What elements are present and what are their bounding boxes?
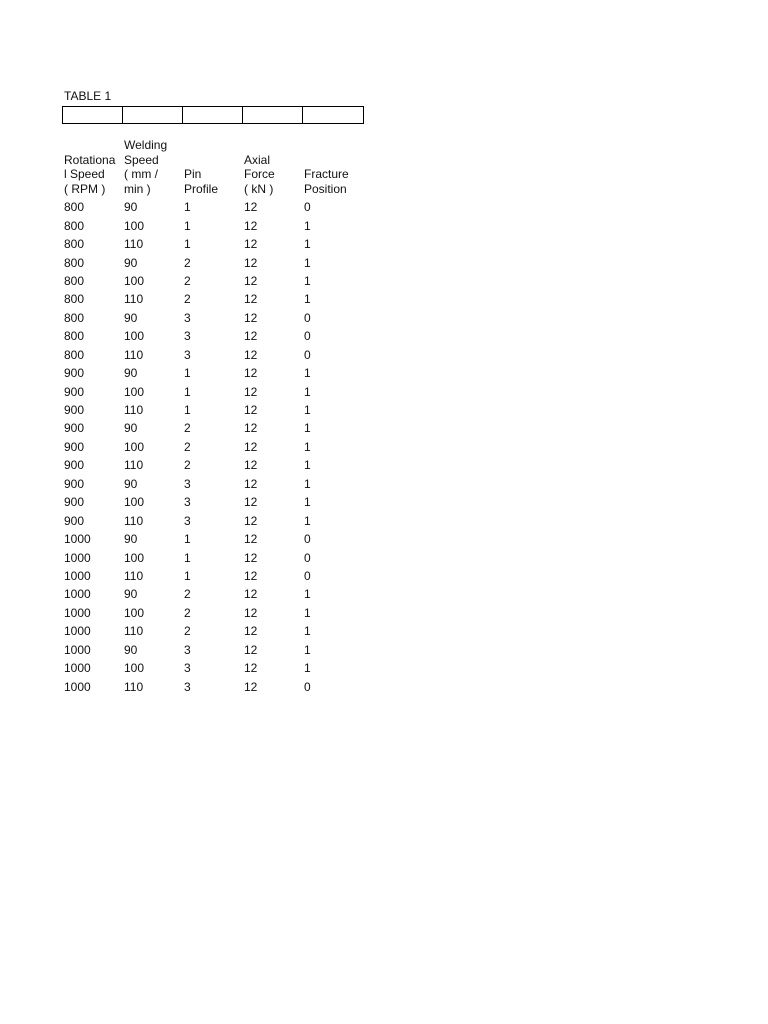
cell-fracture-position: 1 (304, 439, 311, 454)
cell-welding-speed: 100 (124, 605, 145, 620)
cell-fracture-position: 0 (304, 329, 311, 344)
empty-header-cell (243, 107, 303, 123)
cell-rotational-speed: 800 (64, 218, 85, 233)
cell-rotational-speed: 900 (64, 458, 85, 473)
cell-axial-force: 12 (244, 329, 258, 344)
cell-fracture-position: 1 (304, 366, 311, 381)
cell-axial-force: 12 (244, 384, 258, 399)
cell-pin-profile: 1 (184, 403, 191, 418)
cell-axial-force: 12 (244, 292, 258, 307)
cell-rotational-speed: 1000 (64, 624, 91, 639)
cell-rotational-speed: 1000 (64, 605, 91, 620)
cell-pin-profile: 3 (184, 476, 191, 491)
cell-fracture-position: 1 (304, 237, 311, 252)
cell-pin-profile: 2 (184, 458, 191, 473)
cell-axial-force: 12 (244, 642, 258, 657)
table-row (64, 622, 364, 640)
table-header-row (64, 139, 364, 196)
table-row (64, 290, 364, 308)
cell-fracture-position: 1 (304, 495, 311, 510)
cell-fracture-position: 0 (304, 347, 311, 362)
cell-axial-force: 12 (244, 200, 258, 215)
table-row (64, 309, 364, 327)
cell-welding-speed: 100 (124, 550, 145, 565)
table-row (64, 198, 364, 216)
table-row (64, 493, 364, 511)
cell-welding-speed: 90 (124, 532, 138, 547)
cell-welding-speed: 110 (124, 513, 144, 528)
cell-welding-speed: 90 (124, 255, 138, 270)
cell-axial-force: 12 (244, 439, 258, 454)
cell-welding-speed: 100 (124, 273, 145, 288)
cell-axial-force: 12 (244, 476, 258, 491)
table-row (64, 346, 364, 364)
cell-axial-force: 12 (244, 568, 258, 583)
table-row (64, 677, 364, 695)
table-row (64, 475, 364, 493)
cell-rotational-speed: 800 (64, 237, 85, 252)
table-row (64, 641, 364, 659)
cell-axial-force: 12 (244, 513, 258, 528)
table-row (64, 511, 364, 529)
cell-welding-speed: 110 (124, 458, 144, 473)
table-row (64, 659, 364, 677)
empty-header-cell (183, 107, 243, 123)
cell-rotational-speed: 900 (64, 421, 85, 436)
cell-pin-profile: 1 (184, 237, 191, 252)
cell-rotational-speed: 900 (64, 384, 85, 399)
table-row (64, 585, 364, 603)
cell-pin-profile: 2 (184, 605, 191, 620)
table-body (64, 198, 364, 696)
cell-welding-speed: 90 (124, 421, 138, 436)
cell-welding-speed: 100 (124, 329, 145, 344)
table-row (64, 548, 364, 566)
cell-pin-profile: 1 (184, 200, 191, 215)
cell-fracture-position: 1 (304, 661, 311, 676)
cell-welding-speed: 100 (124, 218, 145, 233)
table-row (64, 567, 364, 585)
cell-fracture-position: 1 (304, 403, 311, 418)
cell-fracture-position: 1 (304, 273, 311, 288)
cell-welding-speed: 110 (124, 624, 144, 639)
empty-header-cell (63, 107, 123, 123)
cell-welding-speed: 110 (124, 403, 144, 418)
cell-pin-profile: 3 (184, 661, 191, 676)
cell-rotational-speed: 900 (64, 495, 85, 510)
cell-pin-profile: 1 (184, 550, 191, 565)
column-header-fracture-position: Fracture Position (304, 167, 349, 196)
cell-fracture-position: 1 (304, 458, 311, 473)
cell-axial-force: 12 (244, 237, 258, 252)
empty-header-cell (303, 107, 363, 123)
cell-pin-profile: 3 (184, 679, 191, 694)
table-row (64, 419, 364, 437)
cell-fracture-position: 0 (304, 679, 311, 694)
cell-rotational-speed: 900 (64, 513, 85, 528)
cell-welding-speed: 90 (124, 642, 138, 657)
cell-pin-profile: 1 (184, 384, 191, 399)
cell-axial-force: 12 (244, 421, 258, 436)
table-row (64, 253, 364, 271)
cell-rotational-speed: 800 (64, 329, 85, 344)
cell-rotational-speed: 800 (64, 292, 85, 307)
cell-rotational-speed: 800 (64, 273, 85, 288)
cell-fracture-position: 1 (304, 218, 311, 233)
column-header-axial-force: Axial Force ( kN ) (244, 152, 275, 196)
cell-welding-speed: 110 (124, 347, 144, 362)
cell-fracture-position: 1 (304, 292, 311, 307)
cell-fracture-position: 1 (304, 476, 311, 491)
cell-pin-profile: 3 (184, 329, 191, 344)
table-row (64, 456, 364, 474)
cell-fracture-position: 1 (304, 384, 311, 399)
cell-axial-force: 12 (244, 679, 258, 694)
cell-fracture-position: 0 (304, 568, 311, 583)
cell-axial-force: 12 (244, 366, 258, 381)
cell-rotational-speed: 1000 (64, 587, 91, 602)
cell-pin-profile: 2 (184, 255, 191, 270)
column-header-rotational-speed: Rotationa l Speed ( RPM ) (64, 152, 116, 196)
cell-pin-profile: 2 (184, 439, 191, 454)
cell-rotational-speed: 800 (64, 255, 85, 270)
cell-fracture-position: 1 (304, 624, 311, 639)
cell-welding-speed: 100 (124, 495, 145, 510)
cell-axial-force: 12 (244, 624, 258, 639)
cell-fracture-position: 1 (304, 642, 311, 657)
cell-rotational-speed: 1000 (64, 550, 91, 565)
cell-axial-force: 12 (244, 605, 258, 620)
cell-rotational-speed: 800 (64, 310, 85, 325)
cell-axial-force: 12 (244, 255, 258, 270)
cell-fracture-position: 1 (304, 421, 311, 436)
cell-pin-profile: 3 (184, 642, 191, 657)
table-row (64, 364, 364, 382)
cell-welding-speed: 110 (124, 679, 144, 694)
cell-pin-profile: 2 (184, 624, 191, 639)
empty-header-cell (123, 107, 183, 123)
cell-welding-speed: 90 (124, 587, 138, 602)
cell-welding-speed: 110 (124, 237, 144, 252)
cell-rotational-speed: 800 (64, 347, 85, 362)
cell-welding-speed: 90 (124, 200, 138, 215)
cell-pin-profile: 3 (184, 495, 191, 510)
cell-axial-force: 12 (244, 273, 258, 288)
cell-fracture-position: 1 (304, 587, 311, 602)
cell-welding-speed: 100 (124, 661, 145, 676)
cell-pin-profile: 2 (184, 421, 191, 436)
cell-welding-speed: 100 (124, 439, 145, 454)
cell-fracture-position: 0 (304, 550, 311, 565)
table-row (64, 401, 364, 419)
table-row (64, 438, 364, 456)
table-row (64, 216, 364, 234)
cell-rotational-speed: 1000 (64, 568, 91, 583)
cell-rotational-speed: 900 (64, 439, 85, 454)
cell-rotational-speed: 1000 (64, 532, 91, 547)
cell-pin-profile: 3 (184, 347, 191, 362)
cell-fracture-position: 0 (304, 532, 311, 547)
cell-axial-force: 12 (244, 587, 258, 602)
column-header-pin-profile: Pin Profile (184, 167, 219, 196)
cell-fracture-position: 1 (304, 605, 311, 620)
cell-axial-force: 12 (244, 495, 258, 510)
table-row (64, 604, 364, 622)
cell-rotational-speed: 1000 (64, 642, 91, 657)
cell-pin-profile: 1 (184, 218, 191, 233)
cell-welding-speed: 110 (124, 568, 144, 583)
table-row (64, 235, 364, 253)
cell-fracture-position: 1 (304, 255, 311, 270)
cell-fracture-position: 1 (304, 513, 311, 528)
cell-axial-force: 12 (244, 532, 258, 547)
cell-pin-profile: 2 (184, 273, 191, 288)
cell-rotational-speed: 1000 (64, 661, 91, 676)
cell-axial-force: 12 (244, 403, 258, 418)
cell-pin-profile: 1 (184, 568, 191, 583)
column-header-welding-speed: Welding Speed ( mm / min ) (124, 138, 168, 196)
cell-pin-profile: 1 (184, 366, 191, 381)
data-table (64, 139, 364, 696)
cell-axial-force: 12 (244, 310, 258, 325)
table-title: TABLE 1 (64, 89, 112, 103)
table-row (64, 327, 364, 345)
cell-rotational-speed: 800 (64, 200, 85, 215)
cell-welding-speed: 110 (124, 292, 144, 307)
cell-pin-profile: 3 (184, 310, 191, 325)
cell-axial-force: 12 (244, 218, 258, 233)
cell-welding-speed: 90 (124, 366, 138, 381)
cell-pin-profile: 2 (184, 587, 191, 602)
cell-welding-speed: 90 (124, 310, 138, 325)
cell-welding-speed: 90 (124, 476, 138, 491)
cell-pin-profile: 2 (184, 292, 191, 307)
cell-rotational-speed: 900 (64, 366, 85, 381)
cell-pin-profile: 3 (184, 513, 191, 528)
table-row (64, 382, 364, 400)
cell-pin-profile: 1 (184, 532, 191, 547)
cell-rotational-speed: 900 (64, 403, 85, 418)
empty-header-row (62, 106, 364, 124)
cell-rotational-speed: 900 (64, 476, 85, 491)
cell-axial-force: 12 (244, 458, 258, 473)
table-row (64, 272, 364, 290)
cell-rotational-speed: 1000 (64, 679, 91, 694)
cell-axial-force: 12 (244, 347, 258, 362)
cell-fracture-position: 0 (304, 310, 311, 325)
table-row (64, 530, 364, 548)
cell-axial-force: 12 (244, 550, 258, 565)
cell-welding-speed: 100 (124, 384, 145, 399)
cell-axial-force: 12 (244, 661, 258, 676)
cell-fracture-position: 0 (304, 200, 311, 215)
